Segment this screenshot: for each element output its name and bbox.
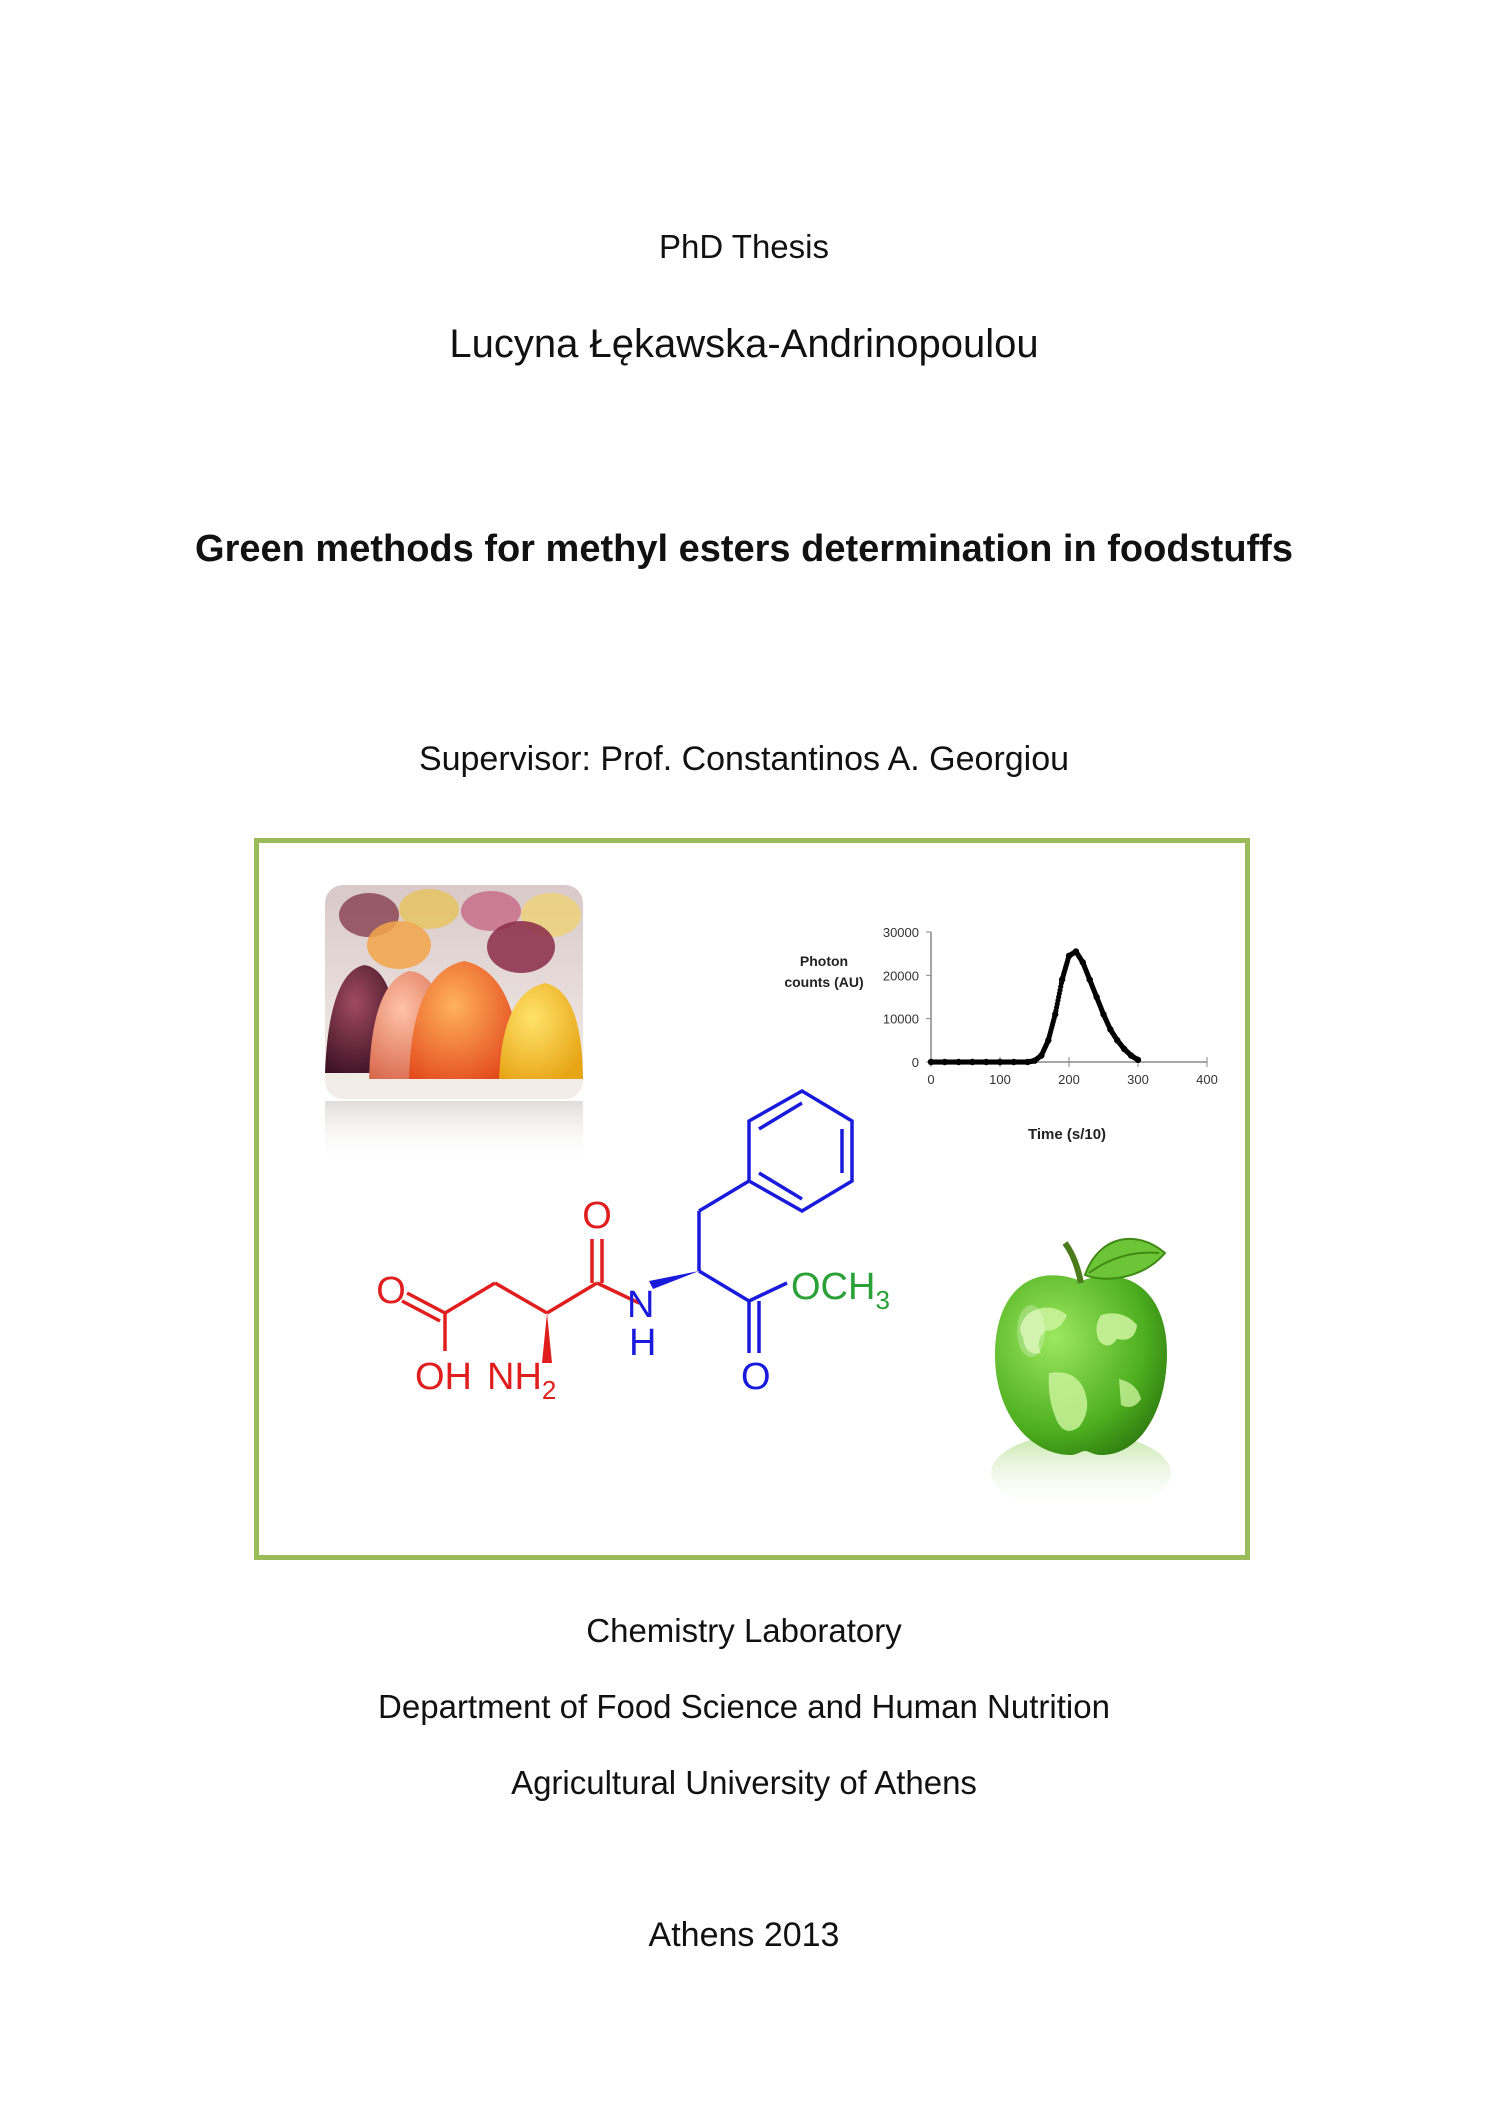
carbonyl-oxygen-label: O xyxy=(582,1195,612,1237)
hydroxyl-label: OH xyxy=(415,1356,472,1398)
phenylalanine-part xyxy=(699,1091,852,1353)
chart-y-tick-label: 0 xyxy=(911,1055,919,1070)
degree-type: PhD Thesis xyxy=(659,228,829,265)
chart-ylabel-line1: Photon xyxy=(799,953,849,969)
photon-count-chart xyxy=(784,925,1218,1143)
supervisor-line: Supervisor: Prof. Constantinos A. Georgiou xyxy=(418,740,1070,778)
chart-x-tick-label: 200 xyxy=(1058,1072,1080,1087)
thesis-title: Green methods for methyl esters determination in foodstuffs xyxy=(195,528,1293,570)
cover-figure-canvas xyxy=(259,843,1245,1555)
green-apple-globe-icon xyxy=(991,1239,1171,1513)
chart-ylabel-line2: counts (AU) xyxy=(784,974,864,990)
department-name: Department of Food Science and Human Nutrition xyxy=(378,1688,1110,1725)
ester-oxygen-label: O xyxy=(741,1356,771,1398)
amide-nitrogen-label: N xyxy=(627,1284,655,1326)
chart-x-tick-label: 100 xyxy=(989,1072,1011,1087)
chart-y-tick-label: 20000 xyxy=(882,968,919,984)
laboratory-name: Chemistry Laboratory xyxy=(586,1612,902,1649)
cover-figure xyxy=(254,838,1250,1560)
university-name: Agricultural University of Athens xyxy=(511,1764,977,1801)
gummy-candies-photo xyxy=(325,885,583,1163)
chart-xlabel: Time (s/10) xyxy=(1027,1126,1107,1143)
chart-x-tick-label: 400 xyxy=(1196,1072,1218,1087)
amide-hydrogen-label: H xyxy=(629,1322,657,1364)
acid-oxygen-label: O xyxy=(376,1270,406,1312)
methoxy-label: $OCH_3$ xyxy=(791,1266,890,1315)
chart-x-tick-label: 0 xyxy=(927,1072,935,1087)
chart-y-tick-label: 30000 xyxy=(882,925,919,940)
chart-data-point xyxy=(1135,1057,1141,1063)
amine-label: $NH_2$ xyxy=(487,1356,557,1405)
place-and-year: Athens 2013 xyxy=(648,1916,840,1954)
aspartyl-part xyxy=(402,1239,639,1351)
chart-y-tick-label: 10000 xyxy=(882,1011,919,1027)
author-name: Lucyna Łękawska-Andrinopoulou xyxy=(449,322,1039,366)
chart-x-tick-label: 300 xyxy=(1127,1072,1149,1087)
